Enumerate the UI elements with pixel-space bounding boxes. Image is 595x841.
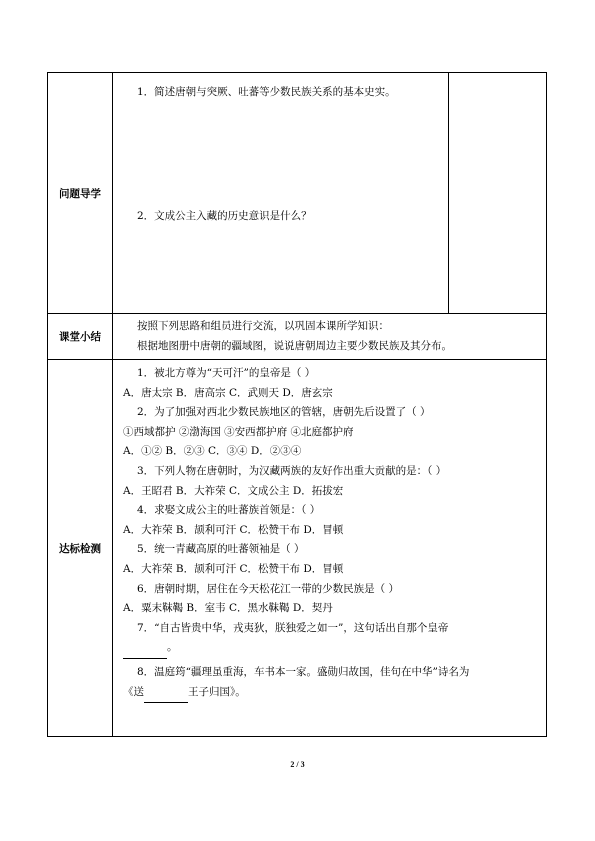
assessment-content	[113, 360, 547, 737]
assessment-question: 6．唐朝时期，居住在今天松花江一带的少数民族是（ ）	[137, 582, 400, 595]
label-problem-guide: 问题导学	[48, 73, 113, 314]
question-1: 1．简述唐朝与突厥、吐蕃等少数民族关系的基本史实。	[137, 86, 396, 98]
label-class-summary: 课堂小结	[48, 314, 113, 360]
assessment-question: 2．为了加强对西北少数民族地区的管辖，唐朝先后设置了（ ）	[137, 406, 431, 419]
q7-end: 。	[167, 641, 178, 654]
q7-answer-blank[interactable]	[123, 638, 167, 659]
assessment-question: 7．“自古皆贵中华，戎夷狄，朕独爱之如一”，这句话出自那个皇帝	[137, 621, 449, 634]
assessment-options: A．王昭君 B．大祚荣 C．文成公主 D．拓拔宏	[123, 484, 344, 497]
assessment-question: 1．被北方尊为“天可汗”的皇帝是（ ）	[137, 367, 316, 379]
summary-line-2: 根据地图册中唐朝的疆域图，说说唐朝周边主要少数民族及其分布。	[137, 339, 452, 352]
q7-answer-line	[113, 638, 546, 659]
problem-guide-content	[113, 73, 449, 314]
row-class-summary	[48, 314, 547, 360]
q8-pre: 《送	[123, 685, 144, 698]
assessment-options: A．粟末靺鞨 B．室韦 C．黑水靺鞨 D．契丹	[123, 602, 333, 615]
notes-column	[449, 73, 547, 314]
assessment-questions	[113, 360, 546, 638]
assessment-question: 3．下列人物在唐朝时，为汉藏两族的友好作出重大贡献的是：（ ）	[137, 464, 447, 477]
label-assessment: 达标检测	[48, 360, 113, 737]
question-8: 8．温庭筠“疆理虽重海，车书本一家。盛勋归故国，佳句在中华”诗名为	[137, 665, 470, 678]
row-assessment	[48, 360, 547, 737]
q8-answer-blank[interactable]	[144, 683, 188, 704]
assessment-options: A．大祚荣 B．颉利可汗 C．松赞干布 D．冒顿	[123, 523, 344, 536]
question-2: 2．文成公主入藏的历史意识是什么？	[137, 210, 312, 222]
class-summary-content	[113, 314, 547, 360]
worksheet-table	[47, 72, 547, 737]
page-number: 2 / 3	[290, 760, 305, 769]
row-problem-guide	[48, 73, 547, 314]
assessment-options: ①西域都护 ②渤海国 ③安西都护府 ④北庭都护府	[123, 425, 354, 438]
assessment-options: A．唐太宗 B．唐高宗 C．武则天 D．唐玄宗	[123, 386, 333, 399]
assessment-options: A．①② B．②③ C．③④ D．②③④	[123, 445, 302, 458]
assessment-question: 5．统一青藏高原的吐蕃领袖是（ ）	[137, 543, 305, 556]
summary-line-1: 按照下列思路和组员进行交流，以巩固本课所学知识：	[137, 320, 389, 332]
q8-title-line	[113, 683, 546, 704]
assessment-question: 4．求娶文成公主的吐蕃族首领是：（ ）	[137, 504, 321, 517]
q8-post: 王子归国》。	[188, 685, 246, 698]
assessment-options: A．大祚荣 B．颉利可汗 C．松赞干布 D．冒顿	[123, 562, 344, 575]
